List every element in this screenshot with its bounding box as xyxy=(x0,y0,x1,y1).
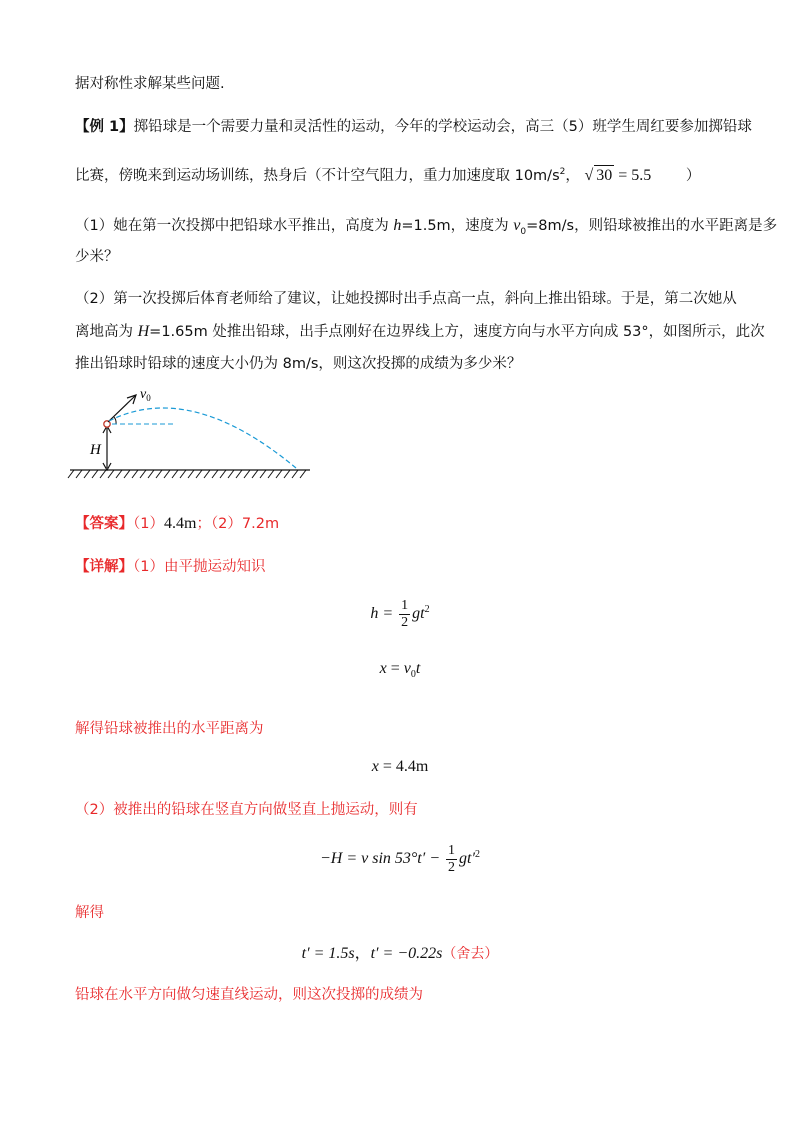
question-2-line-2 xyxy=(75,322,765,342)
example-line-1 xyxy=(75,117,752,137)
answer-sep: ； xyxy=(196,516,211,532)
eq4-fraction: $\frac{1}{2}$ xyxy=(448,843,456,875)
question-1-line-2: 少米？ xyxy=(75,249,119,265)
equation-2 xyxy=(0,660,800,680)
text-final: 铅球在水平方向做匀速直线运动，则这次投掷的成绩为 xyxy=(75,987,423,1003)
eq1-fraction: $\frac{1}{2}$ xyxy=(401,598,409,630)
eq2-x: x xyxy=(379,660,387,677)
detail-tag: 【详解】 xyxy=(75,559,133,575)
question-2-line-3: 推出铅球时铅球的速度大小仍为 8m/s，则这次投掷的成绩为多少米？ xyxy=(75,356,522,372)
answer-p1: （1） xyxy=(133,516,164,532)
eq3-rhs: = 4.4m xyxy=(378,758,429,775)
question-1-line-1 xyxy=(75,216,777,242)
answer-line xyxy=(75,514,279,534)
example-text-2-end: ） xyxy=(685,167,701,184)
text-horizontal-distance: 解得铅球被推出的水平距离为 xyxy=(75,721,264,737)
sqrt-expression: √ 30 = 5.5 xyxy=(584,166,652,184)
eq5-b: t′ = −0.22s xyxy=(370,945,443,962)
eq1-rhs: gt xyxy=(412,605,425,623)
example-line-2 xyxy=(75,162,700,186)
example-text-2b: ， xyxy=(565,167,580,184)
equation-4 xyxy=(0,843,800,876)
eq5-note: （舍去） xyxy=(442,946,499,962)
text-solve: 解得 xyxy=(75,905,104,921)
detail-step1: （1）由平抛运动知识 xyxy=(133,559,266,575)
projectile-figure xyxy=(60,380,330,485)
q2-text-a: 离地高为 xyxy=(75,324,138,340)
q1-text-b: =1.5m，速度为 xyxy=(401,218,514,234)
v0-label: $v_0$ xyxy=(140,387,151,403)
ground-hatching xyxy=(68,470,306,478)
example-text-2a: 比赛，傍晚来到运动场训练，热身后（不计空气阻力，重力加速度取 10m/s xyxy=(75,167,560,184)
eq1-lhs: h = xyxy=(370,605,394,623)
example-text-1: 掷铅球是一个需要力量和灵活性的运动，今年的学校运动会，高三（5）班学生周红要参加掷铅球 xyxy=(133,119,752,135)
q1-h: h xyxy=(393,217,402,234)
trajectory-curve xyxy=(109,408,296,468)
answer-tag: 【答案】 xyxy=(75,516,133,532)
eq5-a: t′ = 1.5s xyxy=(301,945,355,962)
eq4-lhs: −H = v sin 53°t′ − xyxy=(319,850,441,868)
sqrt-rhs: = 5.5 xyxy=(618,166,652,184)
eq5-sep: ， xyxy=(354,945,371,962)
eq4-rhs: gt′ xyxy=(459,850,475,868)
eq2-eq: = xyxy=(386,660,404,677)
q1-text-a: （1）她在第一次投掷中把铅球水平推出，高度为 xyxy=(75,218,394,234)
answer-p2: （2）7.2m xyxy=(210,516,280,532)
unit-sup: 2 xyxy=(559,167,566,177)
eq4-sup: 2 xyxy=(475,848,480,860)
q2-H: H xyxy=(137,323,150,340)
eq2-sub: 0 xyxy=(410,669,416,681)
detail-line xyxy=(75,557,265,577)
eq1-sup: 2 xyxy=(424,603,430,615)
answer-a1: 4.4m xyxy=(163,515,197,532)
shot-ball xyxy=(104,421,110,427)
H-label: H xyxy=(90,442,101,458)
detail-step2: （2）被推出的铅球在竖直方向做竖直上抛运动，则有 xyxy=(75,802,418,818)
eq3-x: x xyxy=(371,758,379,775)
example-tag: 【例 1】 xyxy=(75,119,134,135)
sqrt-arg: 30 xyxy=(596,166,613,184)
q2-text-b: =1.65m 处推出铅球，出手点刚好在边界线上方，速度方向与水平方向成 53°，如图所示，此次 xyxy=(149,324,765,340)
equation-3 xyxy=(0,758,800,776)
velocity-arrow xyxy=(108,396,135,422)
q1-v: v xyxy=(513,217,521,234)
eq2-v: v xyxy=(403,660,411,677)
q1-text-c: =8m/s，则铅球被推出的水平距离是多 xyxy=(526,218,778,234)
equation-1 xyxy=(0,598,800,631)
intro-line: 据对称性求解某些问题. xyxy=(75,76,225,92)
eq2-t: t xyxy=(415,660,421,677)
question-2-line-1: （2）第一次投掷后体育老师给了建议，让她投掷时出手点高一点，斜向上推出铅球。于是，第二次她从 xyxy=(75,291,737,307)
equation-5 xyxy=(0,940,800,963)
q1-v-sub: 0 xyxy=(520,226,527,237)
angle-arc xyxy=(114,417,116,424)
